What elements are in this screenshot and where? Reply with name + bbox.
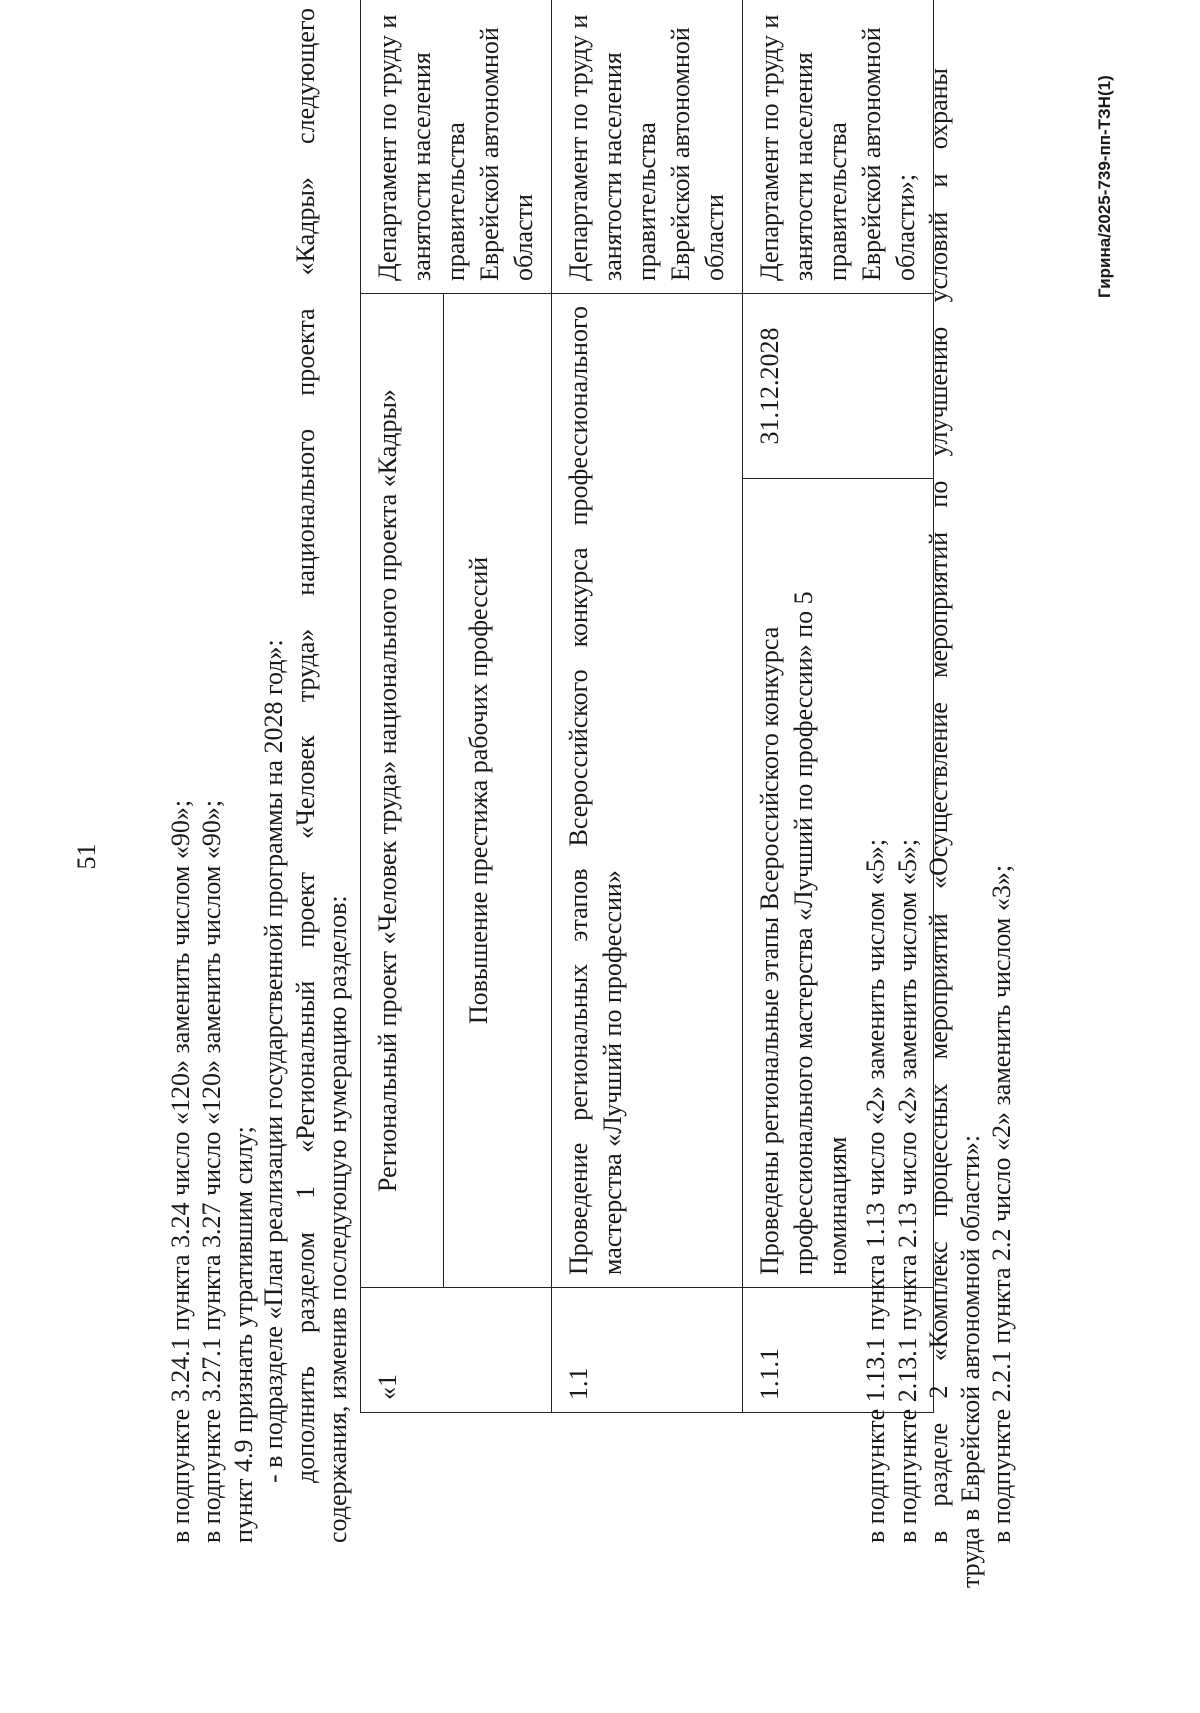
- row-number: 1.1: [552, 1288, 743, 1413]
- project-title: Региональный проект «Человек труда» национального проекта «Кадры»: [361, 294, 444, 1288]
- intro-line: пункт 4.9 признать утратившим силу;: [229, 1126, 258, 1543]
- activity-cell: Проведены региональные этапы Всероссийского конкурса профессионального мастерства «Лучший по профессии» по 5 номинациям: [743, 479, 934, 1288]
- date-cell: 31.12.2028: [743, 294, 934, 479]
- closing-line: в подпункте 2.13.1 пункта 2.13 число «2» заменить числом «5»;: [893, 838, 922, 1543]
- closing-line: в разделе 2 «Комплекс процессных мероприятий «Осуществление мероприятий по улучшению условий и охраны: [924, 68, 953, 1543]
- intro-line: содержания, изменив последующую нумерацию разделов:: [323, 895, 352, 1543]
- table-row: [552, 0, 743, 1413]
- closing-line: в подпункте 1.13.1 пункта 1.13 число «2» заменить числом «5»;: [861, 838, 890, 1543]
- responsible-cell: Департамент по труду и занятости населения правительства Еврейской автономной области: [361, 0, 552, 294]
- page-number: 51: [72, 843, 101, 870]
- responsible-cell: Департамент по труду и занятости населения правительства Еврейской автономной области»;: [743, 0, 934, 294]
- table-row: [361, 0, 444, 1413]
- intro-line: в подпункте 3.24.1 пункта 3.24 число «120» заменить числом «90»;: [166, 799, 195, 1543]
- intro-line: дополнить разделом 1 «Региональный проект «Человек труда» национального проекта «Кадры» следующего: [291, 8, 320, 1483]
- closing-line: труда в Еврейской автономной области»:: [956, 1134, 985, 1588]
- row-number: 1.1.1: [743, 1288, 934, 1413]
- responsible-cell: Департамент по труду и занятости населения правительства Еврейской автономной области: [552, 0, 743, 294]
- closing-line: в подпункте 2.2.1 пункта 2.2 число «2» заменить числом «3»;: [987, 864, 1016, 1543]
- project-subtitle: Повышение престижа рабочих профессий: [444, 294, 552, 1288]
- intro-line: - в подразделе «План реализации государственной программы на 2028 год»:: [259, 639, 288, 1483]
- row-number: «1: [361, 1288, 552, 1413]
- intro-line: в подпункте 3.27.1 пункта 3.27 число «120» заменить числом «90»;: [197, 799, 226, 1543]
- plan-table: [360, 0, 934, 1413]
- activity-cell: Проведение региональных этапов Всероссийского конкурса профессионального мастерства «Лучший по профессии»: [552, 294, 743, 1288]
- document-code: Гирина/2025-739-пп-ТЗН(1): [1095, 75, 1114, 298]
